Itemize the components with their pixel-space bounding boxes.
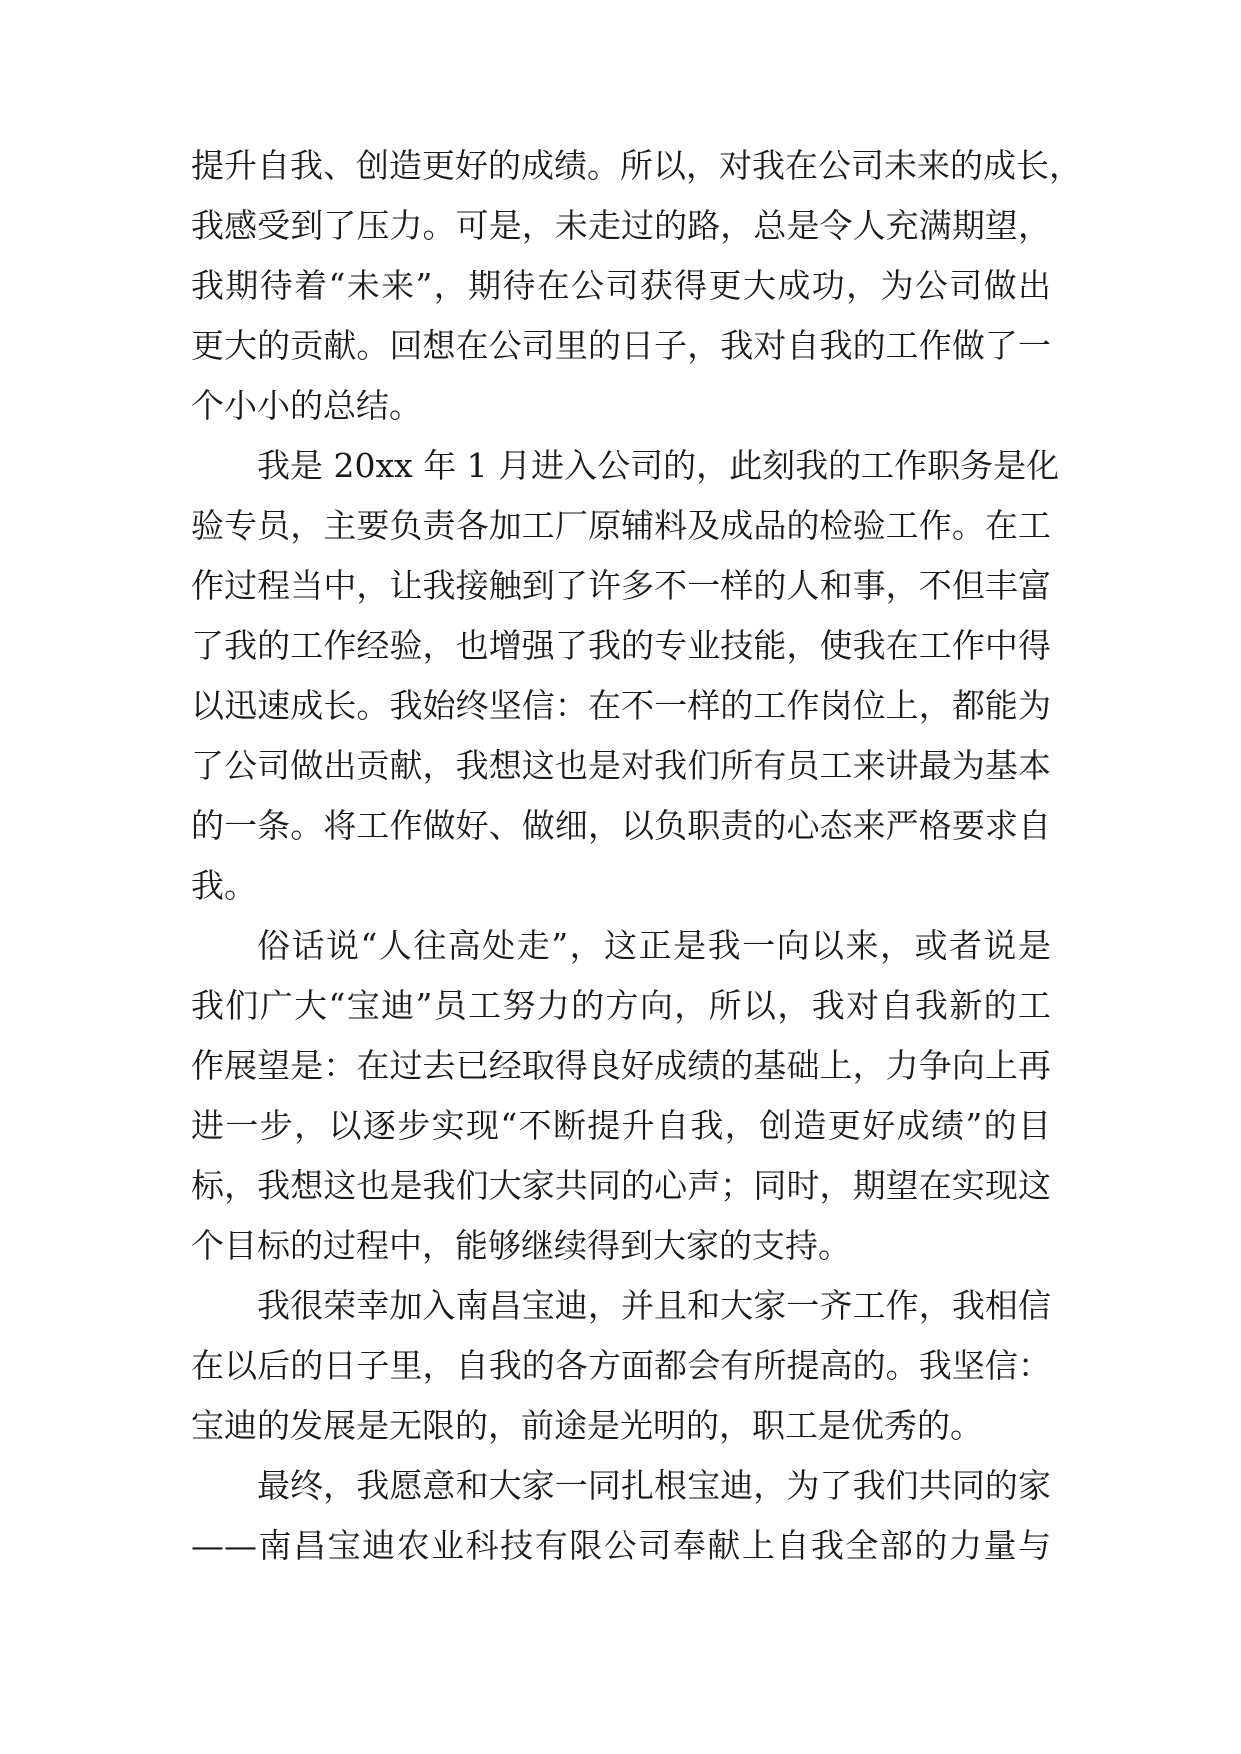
text-line: 我们广大“宝迪”员工努力的方向，所以，我对自我新的工 bbox=[191, 986, 1051, 1025]
text-line: 的一条。将工作做好、做细，以负职责的心态来严格要求自 bbox=[191, 806, 1051, 845]
text-line: 作过程当中，让我接触到了许多不一样的人和事，不但丰富 bbox=[191, 566, 1051, 605]
paragraph-first-line: 我是 20xx 年 1 月进入公司的，此刻我的工作职务是化 bbox=[257, 446, 1060, 485]
text-line: 进一步，以逐步实现“不断提升自我，创造更好成绩”的目 bbox=[191, 1106, 1051, 1145]
text-line: 个小小的总结。 bbox=[191, 386, 422, 425]
text-line: 作展望是：在过去已经取得良好成绩的基础上，力争向上再 bbox=[191, 1046, 1051, 1085]
text-line: 以迅速成长。我始终坚信：在不一样的工作岗位上，都能为 bbox=[191, 686, 1051, 725]
paragraph-first-line: 俗话说“人往高处走”，这正是我一向以来，或者说是 bbox=[257, 926, 1051, 965]
text-line: 个目标的过程中，能够继续得到大家的支持。 bbox=[191, 1226, 851, 1265]
text-line: 我期待着“未来”，期待在公司获得更大成功，为公司做出 bbox=[191, 266, 1051, 305]
paragraph-first-line: 我很荣幸加入南昌宝迪，并且和大家一齐工作，我相信 bbox=[257, 1286, 1051, 1325]
text-line: 宝迪的发展是无限的，前途是光明的，职工是优秀的。 bbox=[191, 1406, 983, 1445]
text-line: 更大的贡献。回想在公司里的日子，我对自我的工作做了一 bbox=[191, 326, 1051, 365]
text-line: 我。 bbox=[191, 866, 257, 905]
text-line: 了我的工作经验，也增强了我的专业技能，使我在工作中得 bbox=[191, 626, 1051, 665]
text-line: 验专员，主要负责各加工厂原辅料及成品的检验工作。在工 bbox=[191, 506, 1051, 545]
text-line: 提升自我、创造更好的成绩。所以，对我在公司未来的成长， bbox=[191, 146, 1082, 185]
text-line: 了公司做出贡献，我想这也是对我们所有员工来讲最为基本 bbox=[191, 746, 1051, 785]
text-line: 在以后的日子里，自我的各方面都会有所提高的。我坚信： bbox=[191, 1346, 1051, 1385]
text-line: 我感受到了压力。可是，未走过的路，总是令人充满期望， bbox=[191, 206, 1051, 245]
text-line: 标，我想这也是我们大家共同的心声；同时，期望在实现这 bbox=[191, 1166, 1051, 1205]
text-line: ——南昌宝迪农业科技有限公司奉献上自我全部的力量与 bbox=[191, 1526, 1051, 1565]
paragraph-first-line: 最终，我愿意和大家一同扎根宝迪，为了我们共同的家 bbox=[257, 1466, 1051, 1505]
